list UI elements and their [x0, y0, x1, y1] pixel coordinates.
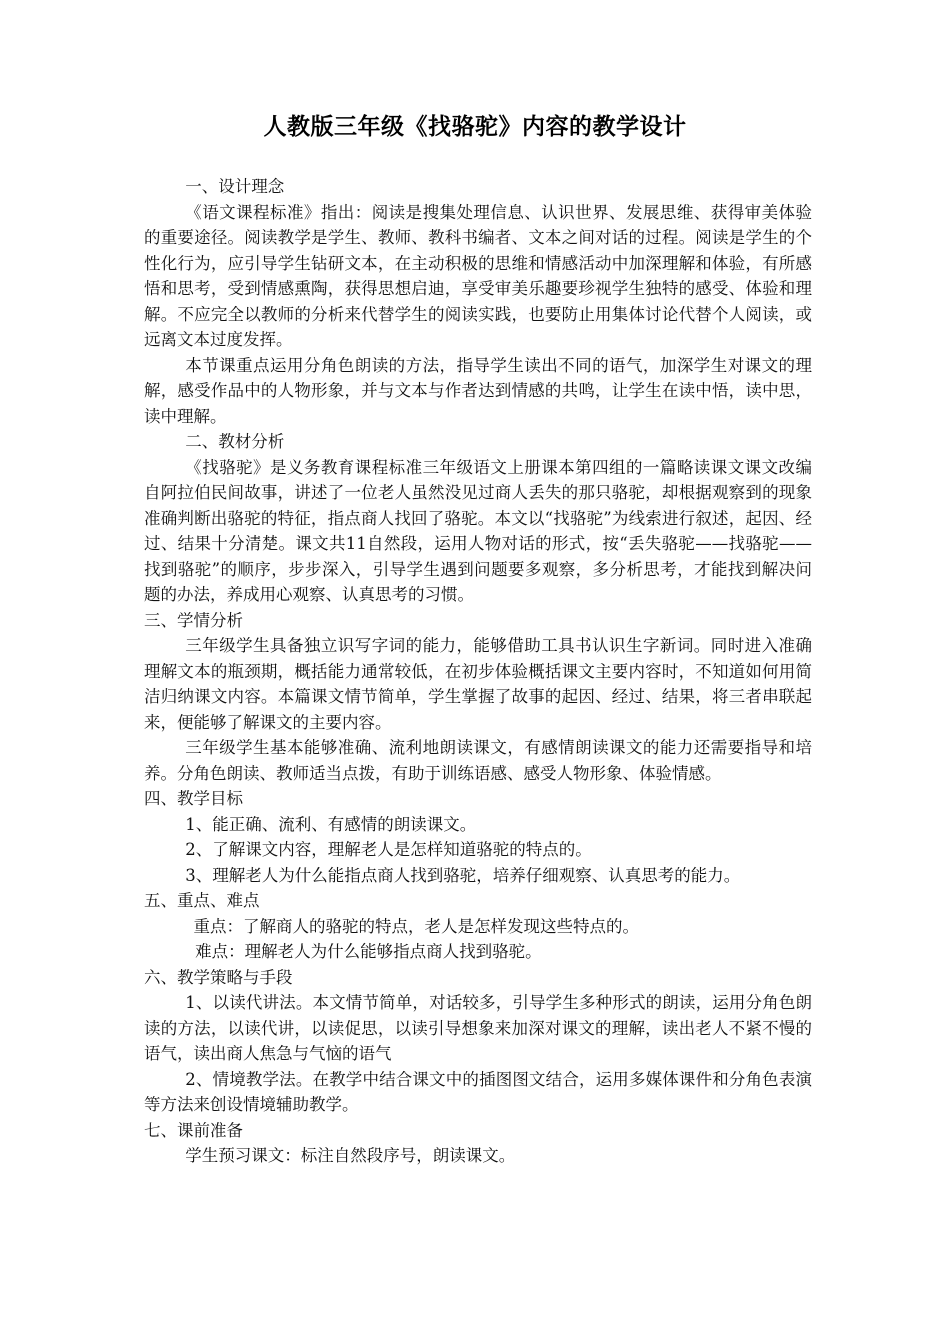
document-paragraph: 七、课前准备	[144, 1120, 243, 1140]
document-paragraph: 三年级学生基本能够准确、流利地朗读课文，有感情朗读课文的能力还需要指导和培养。分角色朗读、教师适当点拨，有助于训练语感、感受人物形象、体验情感。	[144, 738, 812, 783]
document-paragraph: 《找骆驼》是义务教育课程标准三年级语文上册课本第四组的一篇略读课文课文改编自阿拉伯民间故事，讲述了一位老人虽然没见过商人丢失的那只骆驼，却根据观察到的现象准确判断出骆驼的特征，指点商人找回了骆驼。本文以“找骆驼”为线索进行叙述，起因、经过、结果十分清楚。课文共11自然段，运用人物对话的形式，按“丢失骆驼——找骆驼——找到骆驼”的顺序，步步深入，引导学生遇到问题要多观察，多分析思考，才能找到解决问题的办法，养成用心观察、认真思考的习惯。	[144, 457, 812, 604]
document-paragraph: 四、教学目标	[144, 789, 243, 808]
document-paragraph: 二、教材分析	[185, 432, 285, 451]
document-paragraph: 2、情境教学法。在教学中结合课文中的插图图文结合，运用多媒体课件和分角色表演等方法来创设情境辅助教学。	[144, 1069, 812, 1114]
document-paragraph: 1、能正确、流利、有感情的朗读课文。	[185, 814, 477, 834]
document-paragraph: 3、理解老人为什么能指点商人找到骆驼，培养仔细观察、认真思考的能力。	[185, 865, 741, 885]
document-title: 人教版三年级《找骆驼》内容的教学设计	[263, 114, 687, 140]
document-paragraph: 三、学情分析	[144, 610, 243, 630]
document-paragraph: 六、教学策略与手段	[144, 967, 293, 987]
document-paragraph: 1、以读代讲法。本文情节简单，对话较多，引导学生多种形式的朗读，运用分角色朗读的方法，以读代讲，以读促思，以读引导想象来加深对课文的理解，读出老人不紧不慢的语气，读出商人焦急与气恼的语气	[144, 993, 812, 1063]
document-paragraph: 2、了解课文内容，理解老人是怎样知道骆驼的特点的。	[185, 840, 592, 859]
document-paragraph: 一、设计理念	[185, 177, 285, 196]
document-paragraph: 难点：理解老人为什么能够指点商人找到骆驼。	[195, 942, 542, 961]
document-body	[144, 174, 812, 1169]
document-paragraph: 《语文课程标准》指出：阅读是搜集处理信息、认识世界、发展思维、获得审美体验的重要途径。阅读教学是学生、教师、教科书编者、文本之间对话的过程。阅读是学生的个性化行为，应引导学生钻研文本，在主动积极的思维和情感活动中加深理解和体验，有所感悟和思考，受到情感熏陶，获得思想启迪，享受审美乐趣要珍视学生独特的感受、体验和理解。不应完全以教师的分析来代替学生的阅读实践，也要防止用集体讨论代替个人阅读，或远离文本过度发挥。	[144, 202, 812, 349]
document-paragraph: 五、重点、难点	[144, 891, 260, 910]
document-paragraph: 重点：了解商人的骆驼的特点，老人是怎样发现这些特点的。	[193, 916, 639, 936]
document-paragraph: 本节课重点运用分角色朗读的方法，指导学生读出不同的语气，加深学生对课文的理解，感受作品中的人物形象，并与文本与作者达到情感的共鸣，让学生在读中悟，读中思，读中理解。	[144, 355, 812, 426]
document-paragraph: 学生预习课文：标注自然段序号，朗读课文。	[185, 1146, 516, 1165]
document-paragraph: 三年级学生具备独立识写字词的能力，能够借助工具书认识生字新词。同时进入准确理解文本的瓶颈期，概括能力通常较低，在初步体验概括课文主要内容时，不知道如何用简洁归纳课文内容。本篇课文情节简单，学生掌握了故事的起因、经过、结果，将三者串联起来，便能够了解课文的主要内容。	[144, 636, 812, 732]
